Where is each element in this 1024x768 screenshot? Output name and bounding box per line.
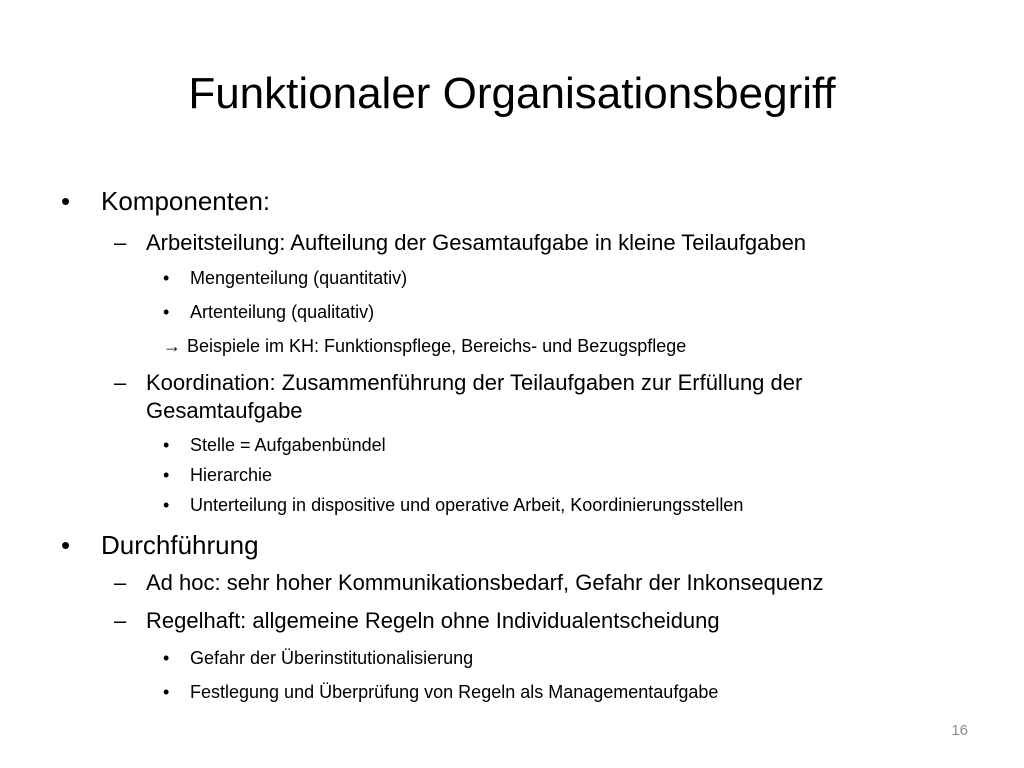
list-item-text: Arbeitsteilung: Aufteilung der Gesamtaufgabe in kleine Teilaufgaben [146,230,807,255]
list-item-text: Mengenteilung (quantitativ) [190,268,408,288]
list-item-text: Beispiele im KH: Funktionspflege, Bereichs- und Bezugspflege [187,336,687,356]
list-item-text: Komponenten: [101,186,271,216]
list-item-text: Koordination: Zusammenführung der Teilaufgaben zur Erfüllung der [146,370,803,395]
bullet-icon: • [163,465,170,485]
bullet-icon: • [163,682,170,702]
bullet-icon: • [163,435,170,455]
list-item [114,607,720,635]
dash-icon: – [114,230,127,255]
dash-icon: – [114,570,127,595]
bullet-icon: • [163,268,170,288]
slide-title: Funktionaler Organisationsbegriff [188,69,836,118]
dash-icon: – [114,370,127,395]
bullet-icon: • [163,648,170,668]
list-item [114,569,824,597]
list-item [163,646,474,670]
list-item [163,463,273,487]
list-item-text: Hierarchie [190,465,273,485]
list-item [163,680,719,704]
list-item [61,185,271,217]
bullet-icon: • [163,302,170,322]
list-item-continuation [146,397,303,425]
list-item [114,229,807,257]
list-item [163,334,686,358]
list-item-text: Gefahr der Überinstitutionalisierung [190,648,474,668]
list-item [163,493,744,517]
list-item [163,300,375,324]
list-item [163,266,408,290]
list-item-text: Artenteilung (qualitativ) [190,302,375,322]
list-item-text: Stelle = Aufgabenbündel [190,435,386,455]
list-item-text: Regelhaft: allgemeine Regeln ohne Individualentscheidung [146,608,720,633]
dash-icon: – [114,608,127,633]
list-item-text: Durchführung [101,530,259,560]
list-item [114,369,803,397]
bullet-icon: • [61,530,71,560]
arrow-right-icon: → [163,336,181,356]
bullet-icon: • [163,495,170,515]
page-number: 16 [951,722,968,739]
list-item [61,529,259,561]
list-item-text: Ad hoc: sehr hoher Kommunikationsbedarf, Gefahr der Inkonsequenz [146,570,824,595]
list-item-text: Unterteilung in dispositive und operative Arbeit, Koordinierungsstellen [190,495,744,515]
bullet-icon: • [61,186,71,216]
list-item-text: Festlegung und Überprüfung von Regeln als Managementaufgabe [190,682,719,702]
list-item [163,433,386,457]
list-item-text: Gesamtaufgabe [146,398,303,423]
